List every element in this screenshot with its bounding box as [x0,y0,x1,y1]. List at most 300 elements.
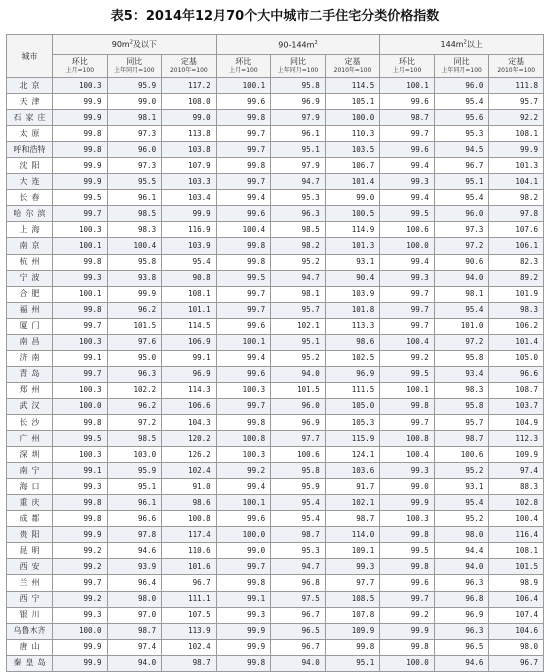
subcolumn-header [325,55,380,78]
index-value: 95.1 [271,334,326,350]
table-row [7,623,544,639]
index-value: 99.7 [216,559,271,575]
index-value: 100.1 [380,78,435,94]
index-value: 95.4 [434,94,489,110]
index-value: 96.2 [107,302,162,318]
table-row [7,126,544,142]
index-value: 98.6 [162,495,217,511]
index-value: 104.3 [162,414,217,430]
index-value: 106.7 [325,158,380,174]
index-value: 95.3 [271,190,326,206]
index-value: 102.2 [107,382,162,398]
index-value: 96.0 [107,142,162,158]
index-value: 100.0 [53,623,108,639]
city-name: 南京 [7,238,53,254]
city-name: 银川 [7,607,53,623]
index-value: 120.2 [162,431,217,447]
index-value: 99.8 [380,527,435,543]
table-row [7,463,544,479]
index-value: 89.2 [489,270,544,286]
table-row [7,414,544,430]
index-value: 102.1 [325,495,380,511]
city-name: 杭州 [7,254,53,270]
index-value: 99.8 [380,639,435,655]
city-name: 深圳 [7,447,53,463]
index-value: 95.7 [489,94,544,110]
index-value: 96.9 [162,366,217,382]
index-value: 99.5 [380,543,435,559]
index-value: 96.0 [271,398,326,414]
index-value: 101.6 [162,559,217,575]
index-value: 98.9 [489,575,544,591]
index-value: 96.1 [107,190,162,206]
index-value: 99.2 [53,591,108,607]
table-row [7,447,544,463]
index-value: 97.0 [107,607,162,623]
subcolumn-header [53,55,108,78]
city-name: 厦门 [7,318,53,334]
index-value: 98.7 [107,623,162,639]
index-value: 101.3 [489,158,544,174]
index-value: 95.8 [434,350,489,366]
index-value: 99.3 [53,479,108,495]
index-value: 103.5 [325,142,380,158]
index-value: 112.3 [489,431,544,447]
city-name: 乌鲁木齐 [7,623,53,639]
index-value: 101.8 [325,302,380,318]
table-row [7,495,544,511]
index-value: 114.5 [162,318,217,334]
table-row [7,527,544,543]
index-value: 99.9 [107,286,162,302]
index-value: 99.0 [216,543,271,559]
subcolumn-base-note: 上月=100 [65,67,95,74]
index-value: 95.8 [271,463,326,479]
index-value: 92.2 [489,110,544,126]
index-value: 96.8 [271,575,326,591]
index-value: 94.0 [434,559,489,575]
city-name: 海口 [7,479,53,495]
subcolumn-base-note: 2010年=100 [497,67,536,74]
index-value: 96.9 [271,414,326,430]
subcolumn-label: 定基 [180,57,197,66]
city-name: 宁波 [7,270,53,286]
index-value: 99.8 [53,414,108,430]
index-value: 98.3 [489,302,544,318]
index-value: 93.1 [325,254,380,270]
table-row [7,94,544,110]
index-value: 98.7 [162,655,217,671]
index-value: 100.0 [325,110,380,126]
index-value: 99.1 [162,350,217,366]
index-value: 99.9 [53,94,108,110]
index-value: 102.4 [162,463,217,479]
index-value: 99.6 [216,206,271,222]
subcolumn-header [434,55,489,78]
index-value: 107.5 [162,607,217,623]
city-name: 昆明 [7,543,53,559]
index-value: 99.4 [380,254,435,270]
city-name: 秦皇岛 [7,655,53,671]
index-value: 94.4 [434,543,489,559]
index-value: 99.7 [380,126,435,142]
index-value: 102.1 [271,318,326,334]
index-value: 99.8 [216,238,271,254]
index-value: 99.4 [380,158,435,174]
index-value: 97.5 [271,591,326,607]
index-value: 105.3 [325,414,380,430]
city-name: 沈阳 [7,158,53,174]
index-value: 99.7 [380,302,435,318]
index-value: 103.4 [162,190,217,206]
index-value: 99.2 [380,607,435,623]
index-value: 101.9 [489,286,544,302]
index-value: 99.2 [380,350,435,366]
table-row [7,639,544,655]
index-value: 100.6 [434,447,489,463]
index-value: 117.2 [162,78,217,94]
index-value: 96.2 [107,398,162,414]
index-value: 99.0 [162,110,217,126]
subcolumn-header [107,55,162,78]
index-value: 101.4 [325,174,380,190]
index-value: 100.1 [53,286,108,302]
index-value: 99.3 [216,607,271,623]
index-value: 99.4 [216,350,271,366]
index-value: 95.3 [434,126,489,142]
index-value: 98.0 [434,527,489,543]
index-value: 95.9 [107,463,162,479]
index-value: 99.7 [216,174,271,190]
index-value: 100.0 [380,655,435,671]
city-name: 武汉 [7,398,53,414]
index-value: 90.8 [162,270,217,286]
index-value: 96.7 [489,655,544,671]
index-value: 124.1 [325,447,380,463]
index-value: 98.2 [271,238,326,254]
index-value: 96.8 [434,591,489,607]
index-value: 96.6 [107,511,162,527]
index-value: 100.3 [53,447,108,463]
index-value: 100.1 [216,78,271,94]
index-value: 99.2 [53,559,108,575]
index-value: 98.5 [107,431,162,447]
index-value: 99.7 [380,414,435,430]
subcolumn-header [162,55,217,78]
index-value: 100.3 [216,447,271,463]
index-value: 101.1 [162,302,217,318]
index-value: 105.0 [489,350,544,366]
index-value: 111.1 [162,591,217,607]
subcolumn-header [489,55,544,78]
index-value: 99.9 [53,110,108,126]
table-row [7,190,544,206]
index-value: 99.9 [53,655,108,671]
index-value: 99.6 [380,575,435,591]
group-header-medium: $90-144m^2$ [216,35,380,55]
index-value: 95.1 [107,479,162,495]
index-value: 99.8 [216,414,271,430]
index-value: 99.8 [53,254,108,270]
index-value: 106.1 [489,238,544,254]
table-row [7,366,544,382]
index-value: 99.9 [162,206,217,222]
city-name: 合肥 [7,286,53,302]
index-value: 100.0 [53,398,108,414]
index-value: 99.3 [53,270,108,286]
index-value: 99.8 [380,559,435,575]
index-value: 114.5 [325,78,380,94]
table-row [7,543,544,559]
index-value: 98.0 [489,639,544,655]
index-value: 95.2 [271,350,326,366]
index-value: 100.1 [216,334,271,350]
table-row [7,431,544,447]
index-value: 114.9 [325,222,380,238]
index-value: 94.6 [434,655,489,671]
index-value: 94.0 [271,655,326,671]
index-value: 99.0 [325,190,380,206]
index-value: 100.3 [53,222,108,238]
index-value: 95.7 [271,302,326,318]
index-value: 99.9 [53,158,108,174]
index-value: 96.7 [162,575,217,591]
index-value: 97.2 [107,414,162,430]
index-value: 99.7 [53,206,108,222]
index-value: 114.3 [162,382,217,398]
index-value: 97.9 [271,158,326,174]
index-value: 110.6 [162,543,217,559]
index-value: 116.9 [162,222,217,238]
index-value: 96.3 [434,575,489,591]
index-value: 99.8 [216,158,271,174]
index-value: 109.9 [325,623,380,639]
subcolumn-header [380,55,435,78]
table-row [7,591,544,607]
index-value: 99.5 [380,206,435,222]
index-value: 95.4 [434,495,489,511]
index-value: 117.4 [162,527,217,543]
index-value: 100.4 [107,238,162,254]
subcolumn-label: 环比 [71,57,88,66]
table-row [7,655,544,671]
index-value: 94.0 [107,655,162,671]
table-row [7,511,544,527]
index-value: 91.7 [325,479,380,495]
index-value: 96.0 [434,206,489,222]
index-value: 98.6 [325,334,380,350]
index-value: 99.9 [216,623,271,639]
index-value: 95.1 [434,174,489,190]
index-value: 94.7 [271,174,326,190]
index-value: 97.7 [271,431,326,447]
index-value: 101.5 [271,382,326,398]
table-title: 表5：2014年12月70个大中城市二手住宅分类价格指数 [110,9,440,24]
index-value: 98.3 [107,222,162,238]
index-value: 103.7 [489,398,544,414]
index-value: 98.1 [271,286,326,302]
index-value: 96.3 [107,366,162,382]
index-value: 98.5 [271,222,326,238]
index-value: 99.7 [53,318,108,334]
index-value: 115.9 [325,431,380,447]
city-name: 哈尔滨 [7,206,53,222]
index-value: 107.4 [489,607,544,623]
index-value: 95.4 [271,511,326,527]
index-value: 93.8 [107,270,162,286]
index-value: 93.1 [434,479,489,495]
index-value: 116.4 [489,527,544,543]
index-value: 95.0 [107,350,162,366]
index-value: 95.8 [271,78,326,94]
index-value: 113.9 [162,623,217,639]
index-value: 99.8 [53,302,108,318]
index-value: 99.9 [380,495,435,511]
city-name: 太原 [7,126,53,142]
index-value: 99.5 [380,366,435,382]
index-value: 99.8 [53,142,108,158]
index-value: 100.6 [380,222,435,238]
index-value: 96.9 [325,366,380,382]
city-name: 石家庄 [7,110,53,126]
index-value: 99.3 [380,463,435,479]
index-value: 113.8 [162,126,217,142]
index-value: 99.3 [380,174,435,190]
index-value: 103.6 [325,463,380,479]
subcolumn-label: 定基 [508,57,525,66]
city-name: 西安 [7,559,53,575]
index-value: 100.1 [53,238,108,254]
subcolumn-base-note: 上年同月=100 [277,67,319,74]
index-value: 99.8 [216,110,271,126]
index-value: 90.4 [325,270,380,286]
index-value: 99.8 [53,126,108,142]
index-value: 111.5 [325,382,380,398]
index-value: 98.3 [434,382,489,398]
index-value: 99.4 [216,479,271,495]
city-name: 广州 [7,431,53,447]
index-value: 93.9 [107,559,162,575]
index-value: 126.2 [162,447,217,463]
index-value: 99.1 [53,463,108,479]
table-row [7,559,544,575]
city-name: 长春 [7,190,53,206]
group-header-large: $144m^2$以上 [380,35,544,55]
index-value: 104.6 [489,623,544,639]
index-value: 99.7 [53,575,108,591]
table-row [7,302,544,318]
index-value: 100.4 [380,447,435,463]
index-value: 99.1 [216,591,271,607]
index-value: 96.6 [489,366,544,382]
index-value: 99.5 [53,431,108,447]
index-value: 94.0 [271,366,326,382]
index-value: 111.8 [489,78,544,94]
index-value: 96.5 [271,623,326,639]
index-value: 108.1 [489,543,544,559]
index-value: 94.0 [434,270,489,286]
index-value: 99.3 [53,607,108,623]
index-value: 95.4 [271,495,326,511]
subcolumn-base-note: 上月=100 [229,67,258,74]
subcolumn-base-note: 上年同月=100 [114,67,155,74]
index-value: 100.3 [216,382,271,398]
index-value: 109.9 [489,447,544,463]
index-value: 99.9 [489,142,544,158]
index-value: 106.6 [162,398,217,414]
index-value: 99.8 [325,639,380,655]
index-value: 97.4 [489,463,544,479]
index-value: 99.6 [216,318,271,334]
table-row [7,78,544,94]
index-value: 96.7 [271,639,326,655]
index-value: 96.3 [434,623,489,639]
index-value: 99.6 [216,511,271,527]
index-value: 97.4 [107,639,162,655]
index-value: 96.0 [434,78,489,94]
index-value: 100.4 [380,334,435,350]
index-value: 95.4 [434,302,489,318]
index-value: 97.8 [489,206,544,222]
index-value: 100.1 [216,495,271,511]
index-value: 96.1 [271,126,326,142]
subcolumn-header [216,55,271,78]
index-value: 99.7 [380,318,435,334]
index-value: 95.1 [325,655,380,671]
index-value: 100.8 [162,511,217,527]
index-value: 97.8 [107,527,162,543]
index-value: 94.6 [107,543,162,559]
index-value: 98.0 [107,591,162,607]
table-row [7,158,544,174]
index-value: 97.2 [434,334,489,350]
table-row [7,350,544,366]
index-value: 96.9 [271,94,326,110]
index-value: 99.3 [325,559,380,575]
index-value: 96.7 [434,158,489,174]
index-value: 102.8 [489,495,544,511]
index-value: 101.3 [325,238,380,254]
index-value: 110.3 [325,126,380,142]
index-value: 99.8 [53,495,108,511]
index-value: 99.7 [380,286,435,302]
index-value: 100.0 [216,527,271,543]
index-value: 99.4 [380,190,435,206]
subcolumn-label: 环比 [235,57,252,66]
index-value: 100.3 [53,78,108,94]
index-value: 99.9 [53,639,108,655]
index-value: 100.3 [53,334,108,350]
index-value: 95.1 [271,142,326,158]
table-row [7,174,544,190]
city-name: 青岛 [7,366,53,382]
index-value: 108.7 [489,382,544,398]
index-value: 103.0 [107,447,162,463]
index-value: 101.5 [489,559,544,575]
index-value: 99.8 [380,398,435,414]
index-value: 91.0 [162,479,217,495]
index-value: 95.2 [271,254,326,270]
index-value: 99.1 [53,350,108,366]
city-name: 西宁 [7,591,53,607]
index-value: 108.5 [325,591,380,607]
city-name: 呼和浩特 [7,142,53,158]
city-name: 济南 [7,350,53,366]
subcolumn-base-note: 2010年=100 [169,67,208,74]
index-value: 105.1 [325,94,380,110]
index-value: 99.5 [216,270,271,286]
table-row [7,254,544,270]
